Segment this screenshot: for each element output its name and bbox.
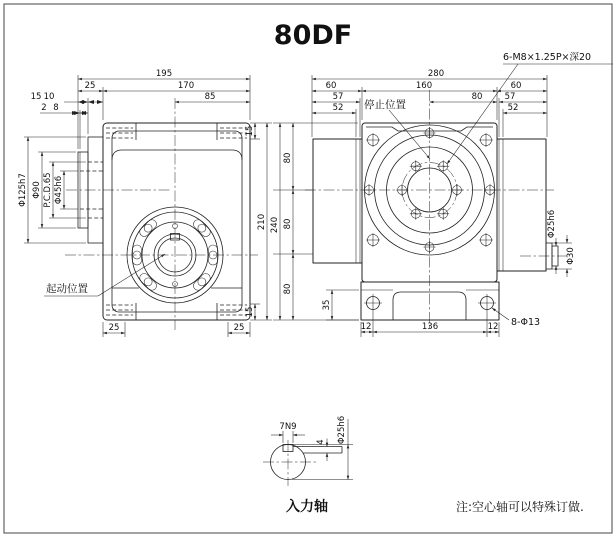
dim-shaft-dia: Φ25h6 — [547, 209, 557, 239]
detail-dim-dia: Φ25h6 — [337, 415, 347, 445]
input-shaft-label: 入力轴 — [286, 499, 328, 515]
start-position-callout — [44, 254, 165, 296]
dim-170: 170 — [177, 81, 195, 91]
thread-callout — [447, 52, 613, 164]
dim-shaft-boss: Φ30 — [566, 247, 576, 265]
right-view-centerlines — [305, 90, 566, 330]
detail-dim-key: 7N9 — [279, 422, 297, 432]
right-view — [270, 52, 613, 337]
dim-60-left: 60 — [325, 81, 337, 91]
base-feet — [361, 282, 499, 320]
base-holes-label: 8-Φ13 — [511, 317, 541, 328]
dim-52-right: 52 — [507, 103, 519, 113]
thread-callout-label: 6-M8×1.25P×深20 — [503, 52, 592, 63]
dim-60-right: 60 — [510, 81, 522, 91]
left-view-outline — [103, 123, 250, 320]
dim-tab-top: 15 — [245, 125, 255, 137]
mounting-slot-dashes — [106, 128, 247, 315]
dim-80-half: 80 — [471, 92, 483, 102]
dim-280: 280 — [427, 69, 445, 79]
dim-12-right: 12 — [487, 322, 499, 332]
left-view — [18, 69, 272, 337]
dim-bore-dia: Φ45h6 — [54, 175, 64, 205]
dim-80-mid: 80 — [283, 218, 293, 230]
left-side-cover — [313, 139, 362, 263]
dim-136: 136 — [421, 322, 439, 332]
start-position-label: 起动位置 — [46, 283, 88, 295]
dim-12-left: 12 — [360, 322, 372, 332]
dim-tab-bottom: 15 — [245, 306, 255, 318]
dim-8: 8 — [53, 103, 59, 113]
dim-195: 195 — [155, 69, 173, 79]
dim-80-top: 80 — [283, 152, 293, 164]
dim-25: 25 — [84, 81, 96, 91]
dim-foot-right: 25 — [233, 323, 245, 333]
dim-210: 210 — [257, 213, 267, 231]
dim-10: 10 — [43, 92, 55, 102]
right-view-dimensions — [270, 69, 576, 337]
dim-160: 160 — [415, 81, 433, 91]
dim-240: 240 — [270, 216, 280, 234]
stop-position-callout — [364, 98, 430, 159]
stop-position-label: 停止位置 — [364, 99, 406, 111]
dim-pcd: P.C.D.65 — [43, 172, 53, 208]
dim-flange-dia: Φ125h7 — [18, 173, 28, 207]
right-side-cover — [497, 139, 546, 271]
dim-foot-left: 25 — [108, 323, 120, 333]
dim-35: 35 — [322, 299, 332, 311]
dim-80-bottom: 80 — [283, 283, 293, 295]
page-title: 80DF — [273, 20, 353, 51]
dim-15: 15 — [30, 92, 42, 102]
dim-boss-dia: Φ90 — [32, 181, 42, 199]
dim-2: 2 — [41, 103, 47, 113]
shaft-detail-view — [263, 416, 353, 515]
left-view-dimensions — [18, 69, 272, 337]
dim-57-left: 57 — [332, 92, 344, 102]
dim-52-left: 52 — [332, 103, 344, 113]
right-view-outline — [313, 123, 558, 320]
dim-57-right: 57 — [504, 92, 516, 102]
detail-dim-key-height: 4 — [316, 439, 326, 445]
dim-85: 85 — [204, 92, 216, 102]
footnote: 注:空心轴可以特殊订做. — [456, 500, 584, 514]
